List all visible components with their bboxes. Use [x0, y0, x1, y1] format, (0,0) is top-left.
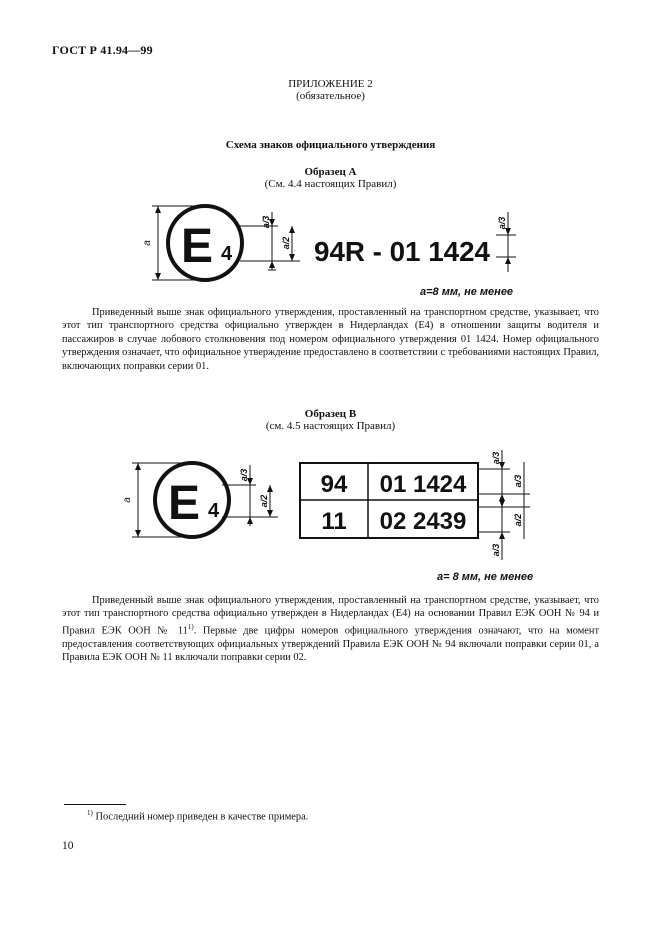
- sample-b-approval-2: 02 2439: [379, 508, 467, 535]
- sample-b-dim-half-2: a/2: [513, 513, 523, 527]
- footnote-marker: 1): [87, 809, 93, 817]
- document-code: ГОСТ Р 41.94—99: [52, 43, 153, 57]
- sample-b-dim-third-1: a/3: [239, 468, 249, 482]
- sample-b-reg-2: 11: [321, 508, 347, 535]
- sample-b-dim-third-4: a/3: [491, 543, 501, 557]
- sample-a-reference: (См. 4.4 настоящих Правил): [264, 178, 397, 190]
- sample-b-dim-third-2: a/3: [491, 451, 501, 465]
- page-number: 10: [62, 840, 74, 852]
- appendix-title: ПРИЛОЖЕНИЕ 2: [288, 78, 373, 90]
- sample-b-reg-1: 94: [320, 471, 348, 498]
- sample-a-dim-a: a: [142, 240, 153, 246]
- footnote: [87, 809, 308, 822]
- sample-a-dim-third-1: a/3: [261, 215, 271, 229]
- sample-a-size-note: a=8 мм, не менее: [420, 286, 514, 298]
- sample-b-paragraph-part1: Приведенный выше знак официального утверждения, проставленный на транспортном средстве, указывает, что этот тип транспортного средства официально утвержден в Нидерландах (E4) на основании Правил ЕЭК ООН № 94 и Правил ЕЭК ООН № 11: [62, 595, 599, 637]
- section-title: Схема знаков официального утверждения: [225, 139, 436, 151]
- footnote-text: Последний номер приведен в качестве примера.: [95, 811, 309, 823]
- sample-b-size-note: a= 8 мм, не менее: [437, 571, 534, 583]
- sample-b-dim-half-1: a/2: [259, 494, 269, 508]
- footnote-divider: [64, 804, 126, 805]
- sample-b-dim-third-3: a/3: [513, 474, 523, 488]
- sample-a-dim-third-2: a/3: [497, 216, 507, 230]
- sample-a-title: Образец А: [304, 166, 357, 178]
- sample-b-dim-a: a: [122, 497, 133, 503]
- sample-b-country-number: 4: [208, 500, 220, 522]
- sample-a-paragraph: [62, 306, 599, 373]
- sample-a-letter: E: [181, 220, 214, 273]
- sample-a-approval-text: 94R - 01 1424: [314, 236, 491, 267]
- sample-a-country-number: 4: [221, 243, 233, 265]
- sample-b-reference: (см. 4.5 настоящих Правил): [265, 420, 396, 432]
- sample-b-paragraph-part2: . Первые две цифры номеров официального утверждения означают, что на момент предоставления соответствующих официальных утверждений Правила ЕЭК ООН № 94 включали поправки серии 01, а Правила ЕЭК ООН № 11 включали поправки серии 02.: [62, 625, 600, 664]
- footnote-reference[interactable]: 1): [187, 622, 194, 631]
- sample-b-paragraph: [62, 594, 599, 665]
- sample-b-letter: E: [168, 477, 201, 530]
- sample-a-dim-half: a/2: [281, 236, 291, 250]
- sample-b-title: Образец В: [304, 408, 357, 420]
- appendix-subtitle: (обязательное): [296, 90, 365, 102]
- sample-a-paragraph-text: Приведенный выше знак официального утверждения, проставленный на транспортном средстве, указывает, что этот тип транспортного средства официально утвержден в Нидерландах (E4) в отношении защиты водителя и пассажиров в случае лобового столкновения под номером официального утверждения 01 1424. Номер официального утверждения означает, что официальное утверждение предоставлено в соответствии с требованиями настоящих Правил, включающих поправки серии 01.: [62, 307, 599, 372]
- sample-b-approval-1: 01 1424: [379, 471, 467, 498]
